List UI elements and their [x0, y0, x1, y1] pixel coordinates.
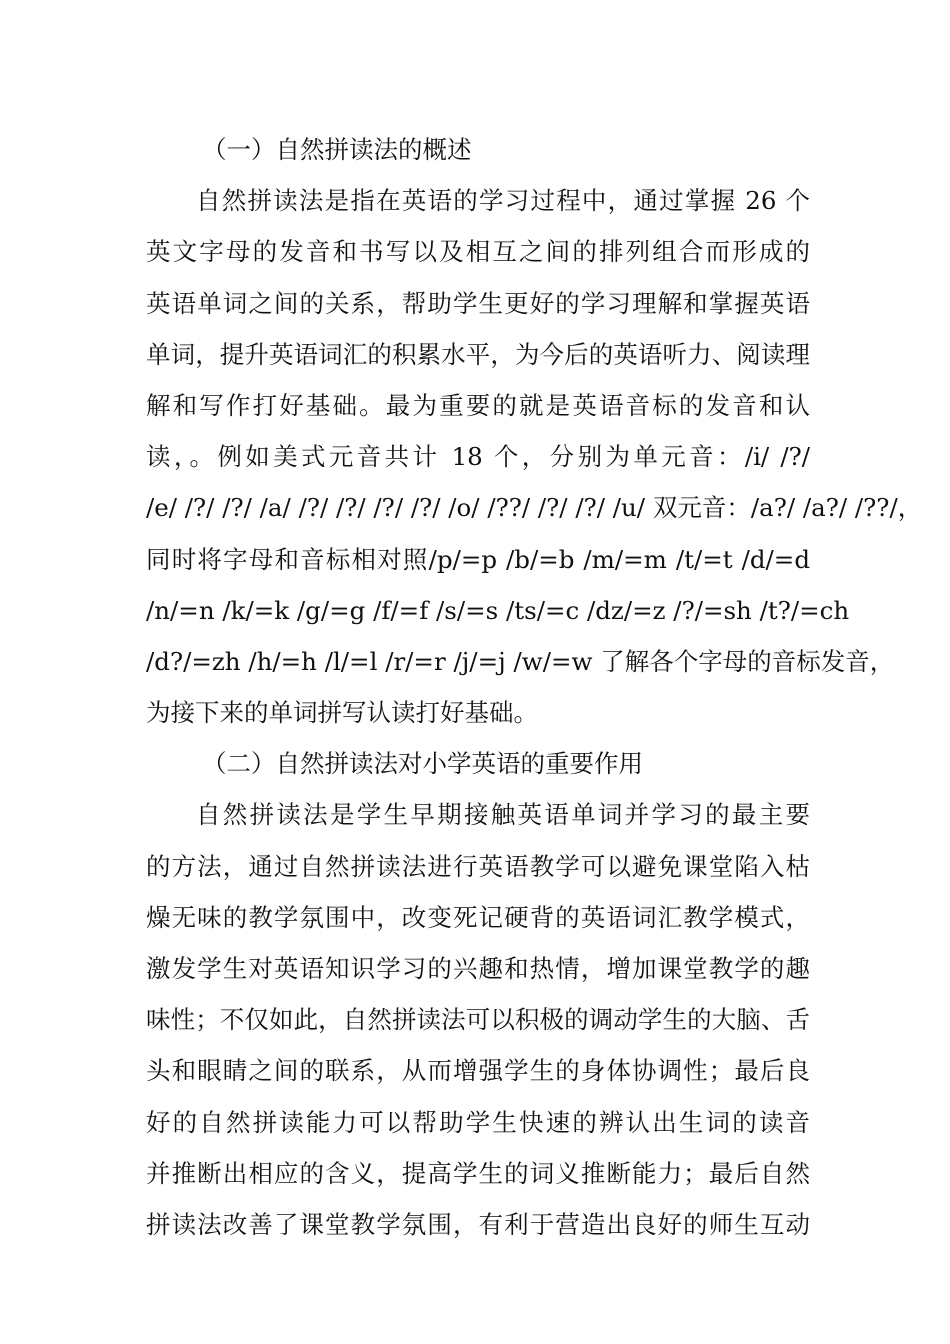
paragraph-line: 头和眼睛之间的联系，从而增强学生的身体协调性；最后良 — [146, 1056, 810, 1086]
paragraph-line: /d?/=zh /h/=h /l/=l /r/=r /j/=j /w/=w 了解各个字母的音标发音， — [146, 646, 895, 676]
paragraph-line: 单词，提升英语词汇的积累水平，为今后的英语听力、阅读理 — [146, 339, 810, 369]
paragraph-line: 自然拼读法是学生早期接触英语单词并学习的最主要 — [196, 800, 810, 830]
paragraph-line: 燥无味的教学氛围中，改变死记硬背的英语词汇教学模式， — [146, 902, 810, 932]
document-body — [146, 124, 923, 1250]
paragraph-line: 拼读法改善了课堂教学氛围，有利于营造出良好的师生互动 — [146, 1209, 810, 1239]
paragraph-line: 读，。例如美式元音共计 18 个，分别为单元音：/i/ /?/ — [146, 442, 810, 472]
paragraph-line: 味性；不仅如此，自然拼读法可以积极的调动学生的大脑、舌 — [146, 1005, 810, 1035]
paragraph-line: 同时将字母和音标相对照/p/=p /b/=b /m/=m /t/=t /d/=d — [146, 544, 810, 574]
paragraph-line: /e/ /?/ /?/ /a/ /?/ /?/ /?/ /?/ /o/ /??/ /?/ /?/ /u/ 双元音：/a?/ /a?/ /??/， — [146, 493, 923, 523]
paragraph-line: 并推断出相应的含义，提高学生的词义推断能力；最后自然 — [146, 1158, 810, 1188]
paragraph-line: 自然拼读法是指在英语的学习过程中，通过掌握 26 个 — [196, 186, 810, 216]
paragraph-line: /n/=n /k/=k /g/=g /f/=f /s/=s /ts/=c /dz/=z /?/=sh /t?/=ch — [146, 595, 850, 625]
section-heading-overview: （一）自然拼读法的概述 — [202, 135, 472, 164]
paragraph-line: 为接下来的单词拼写认读打好基础。 — [146, 698, 538, 728]
paragraph-line: 的方法，通过自然拼读法进行英语教学可以避免课堂陷入枯 — [146, 851, 810, 881]
paragraph-line: 英文字母的发音和书写以及相互之间的排列组合而形成的 — [146, 237, 810, 267]
paragraph-line: 解和写作打好基础。最为重要的就是英语音标的发音和认 — [146, 390, 810, 420]
paragraph-line: 激发学生对英语知识学习的兴趣和热情，增加课堂教学的趣 — [146, 954, 810, 983]
paragraph-line: 英语单词之间的关系，帮助学生更好的学习理解和掌握英语 — [146, 288, 810, 318]
section-heading-importance: （二）自然拼读法对小学英语的重要作用 — [202, 749, 643, 779]
paragraph-line: 好的自然拼读能力可以帮助学生快速的辨认出生词的读音 — [146, 1107, 810, 1137]
